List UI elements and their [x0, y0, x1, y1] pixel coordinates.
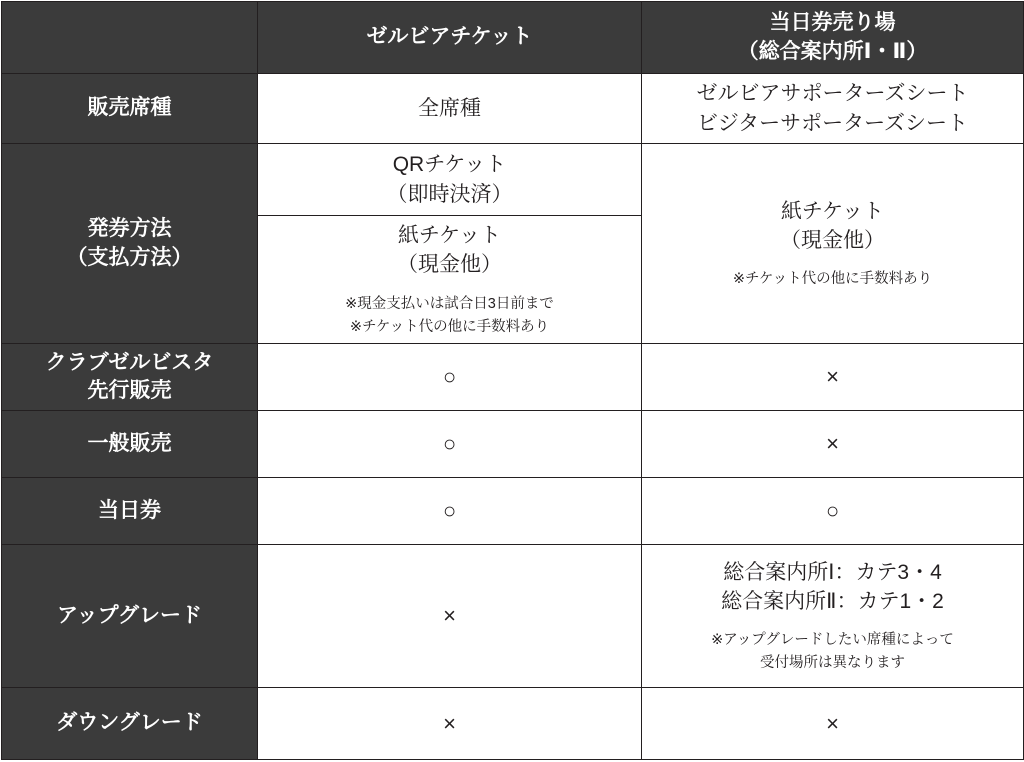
row-label-issuing-method-line2: （支払方法）: [66, 245, 193, 269]
row-label-upgrade: [2, 545, 258, 688]
cell-upgrade-sameday: [642, 545, 1024, 688]
header-zelvia-ticket-label: ゼルビアチケット: [366, 25, 533, 49]
table-row: [2, 144, 1024, 216]
cell-downgrade-zelvia: ×: [258, 688, 642, 760]
table-row: [2, 688, 1024, 760]
cell-issuing-zelvia-qr-line2: （即時決済）: [386, 182, 513, 206]
cell-upgrade-sameday-line2: 総合案内所Ⅱ：カテ1・2: [721, 589, 944, 613]
ticket-comparison-table: [1, 1, 1024, 760]
cell-downgrade-sameday: ×: [642, 688, 1024, 760]
cell-issuing-sameday-note: ※チケット代の他に手数料あり: [732, 271, 933, 288]
cell-seat-types-sameday-line1: ゼルビアサポーターズシート: [696, 82, 969, 106]
cell-general-sale-zelvia: ○: [258, 411, 642, 478]
cell-issuing-zelvia-paper-line2: （現金他）: [397, 253, 502, 277]
table-row: [2, 74, 1024, 144]
ticket-comparison-sheet: [0, 1, 1024, 762]
table-row: [2, 411, 1024, 478]
row-label-seat-types-text: 販売席種: [87, 96, 172, 120]
row-label-upgrade-text: アップグレード: [57, 603, 202, 627]
row-label-general-sale: [2, 411, 258, 478]
cell-general-sale-sameday: ×: [642, 411, 1024, 478]
row-label-club-presale-line2: 先行販売: [87, 379, 172, 402]
cell-issuing-zelvia-qr-line1: QRチケット: [392, 153, 507, 177]
cell-seat-types-zelvia: [258, 74, 642, 144]
cell-issuing-zelvia-note-line2: ※チケット代の他に手数料あり: [349, 318, 550, 335]
table-row: [2, 545, 1024, 688]
cell-issuing-zelvia-qr: [258, 144, 642, 216]
row-label-seat-types: [2, 74, 258, 144]
cell-upgrade-zelvia: ×: [258, 545, 642, 688]
cell-issuing-sameday-line1: 紙チケット: [780, 199, 885, 223]
row-label-sameday-ticket: [2, 478, 258, 545]
row-label-club-presale: [2, 344, 258, 411]
header-sameday-booth-label-line1: 当日券売り場: [769, 11, 896, 35]
row-label-downgrade: [2, 688, 258, 760]
cell-seat-types-sameday-line2: ビジターサポーターズシート: [696, 111, 969, 135]
cell-club-presale-zelvia: ○: [258, 344, 642, 411]
row-label-sameday-ticket-text: 当日券: [98, 498, 161, 522]
cell-issuing-zelvia-paper: [258, 216, 642, 344]
header-sameday-booth-label-line2: （総合案内所Ⅰ・Ⅱ）: [737, 39, 928, 63]
row-label-issuing-method: [2, 144, 258, 344]
cell-club-presale-sameday: ×: [642, 344, 1024, 411]
cell-upgrade-sameday-line1: 総合案内所Ⅰ：カテ3・4: [723, 560, 942, 584]
table-row: [2, 344, 1024, 411]
cell-seat-types-zelvia-text: 全席種: [418, 96, 481, 120]
cell-seat-types-sameday: [642, 74, 1024, 144]
cell-upgrade-sameday-note-line1: ※アップグレードしたい席種によって: [711, 632, 954, 649]
header-zelvia-ticket: [258, 2, 642, 74]
cell-sameday-ticket-zelvia: ○: [258, 478, 642, 545]
cell-issuing-sameday: [642, 144, 1024, 344]
row-label-club-presale-line1: クラブゼルビスタ: [45, 350, 214, 374]
header-sameday-booth: [642, 2, 1024, 74]
table-row: [2, 478, 1024, 545]
row-label-downgrade-text: ダウングレード: [56, 711, 203, 735]
header-corner-blank: [2, 2, 258, 74]
cell-upgrade-sameday-note-line2: 受付場所は異なります: [760, 655, 905, 672]
row-label-issuing-method-line1: 発券方法: [87, 217, 172, 241]
cell-issuing-zelvia-paper-line1: 紙チケット: [397, 224, 502, 248]
cell-sameday-ticket-sameday: ○: [642, 478, 1024, 545]
cell-issuing-sameday-line2: （現金他）: [780, 228, 885, 252]
table-header-row: [2, 2, 1024, 74]
row-label-general-sale-text: 一般販売: [87, 431, 172, 455]
cell-issuing-zelvia-note-line1: ※現金支払いは試合日3日前まで: [345, 295, 554, 312]
